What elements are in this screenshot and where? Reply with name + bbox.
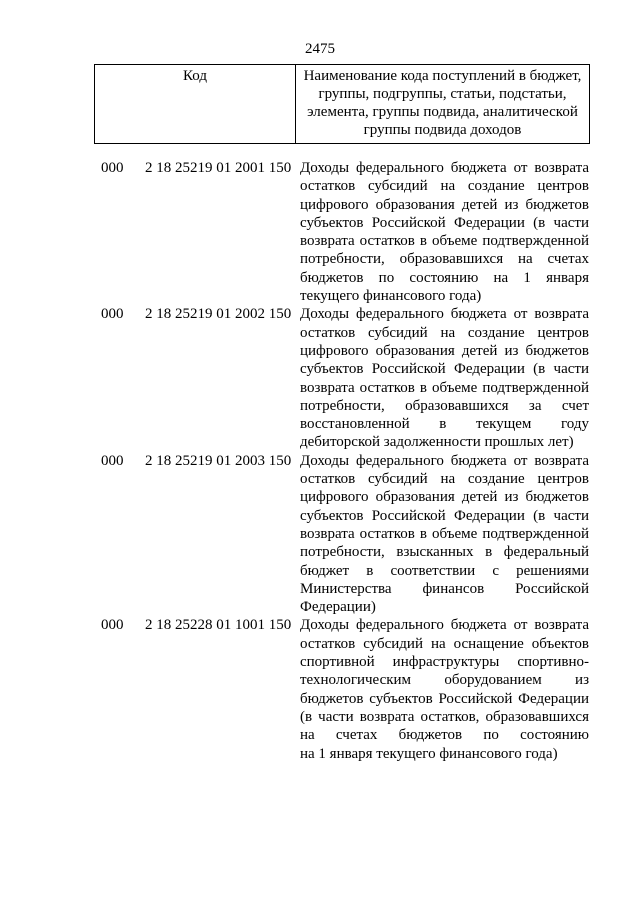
description-line: цифрового образования детей из бюджетов bbox=[300, 489, 589, 506]
description-line: технологическим оборудованием из bbox=[300, 672, 589, 689]
header-name-label: Наименование кода поступлений в бюджет, группы, подгруппы, статьи, подстатьи, элемента, группы подвида, аналитической группы подвида доходов bbox=[303, 68, 582, 138]
description-line: текущего финансового года) bbox=[300, 288, 482, 305]
table-row bbox=[0, 159, 640, 305]
description-line: потребности, образовавшихся на счетах bbox=[300, 251, 589, 268]
description-line: потребности, взысканных в федеральный bbox=[300, 544, 589, 561]
admin-code: 000 bbox=[101, 452, 124, 469]
description-line: на счетах бюджетов по состоянию bbox=[300, 727, 589, 744]
description-line: субъектов Российской Федерации (в части bbox=[300, 214, 589, 231]
description-line: цифрового образования детей из бюджетов bbox=[300, 196, 589, 213]
table-row bbox=[0, 452, 640, 617]
header-code-label: Код bbox=[95, 65, 296, 143]
description-line: субъектов Российской Федерации (в части bbox=[300, 507, 589, 524]
description-line: возврата остатков в объеме подтвержденной bbox=[300, 525, 589, 542]
admin-code: 000 bbox=[101, 160, 124, 176]
description-line: (в части возврата остатков, образовавшихся bbox=[300, 708, 589, 725]
income-code: 2 18 25219 01 2001 150 bbox=[145, 160, 292, 176]
description-line: остатков субсидий на оснащение объектов bbox=[300, 635, 589, 652]
income-description bbox=[300, 305, 589, 451]
admin-code: 000 bbox=[101, 306, 124, 323]
page-number: 2475 bbox=[305, 41, 335, 57]
description-line: остатков субсидий на создание центров bbox=[300, 471, 589, 488]
description-line: возврата остатков в объеме подтвержденной bbox=[300, 379, 589, 396]
description-line: потребности, образовавшихся за счет bbox=[300, 397, 589, 414]
description-line: остатков субсидий на создание центров bbox=[300, 324, 589, 341]
description-line: остатков субсидий на создание центров bbox=[300, 178, 589, 195]
description-line: бюджет в соответствии с решениями bbox=[300, 562, 589, 579]
description-line: Доходы федерального бюджета от возврата bbox=[300, 160, 589, 176]
table-row bbox=[0, 616, 640, 762]
admin-code: 000 bbox=[101, 617, 124, 634]
description-line: бюджетов субъектов Российской Федерации bbox=[300, 690, 589, 707]
description-line: восстановленной в текущем году bbox=[300, 416, 589, 433]
income-description bbox=[300, 452, 589, 617]
description-line: Доходы федерального бюджета от возврата bbox=[300, 617, 589, 634]
description-line: на 1 января текущего финансового года) bbox=[300, 745, 558, 762]
description-line: Доходы федерального бюджета от возврата bbox=[300, 306, 589, 323]
table-header bbox=[94, 64, 590, 144]
income-code: 2 18 25219 01 2002 150 bbox=[145, 306, 292, 323]
description-line: бюджетов по состоянию на 1 января bbox=[300, 269, 589, 286]
description-line: возврата остатков в объеме подтвержденной bbox=[300, 233, 589, 250]
description-line: субъектов Российской Федерации (в части bbox=[300, 361, 589, 378]
income-code: 2 18 25219 01 2003 150 bbox=[145, 452, 292, 469]
income-description bbox=[300, 616, 589, 762]
income-code: 2 18 25228 01 1001 150 bbox=[145, 617, 292, 634]
description-line: Доходы федерального бюджета от возврата bbox=[300, 452, 589, 469]
table-row bbox=[0, 305, 640, 451]
table-body bbox=[0, 159, 640, 763]
description-line: спортивной инфраструктуры спортивно- bbox=[300, 654, 589, 671]
description-line: дебиторской задолженности прошлых лет) bbox=[300, 434, 574, 451]
description-line: цифрового образования детей из бюджетов bbox=[300, 342, 589, 359]
description-line: Федерации) bbox=[300, 599, 376, 616]
income-description bbox=[300, 159, 589, 305]
description-line: Министерства финансов Российской bbox=[300, 580, 589, 597]
